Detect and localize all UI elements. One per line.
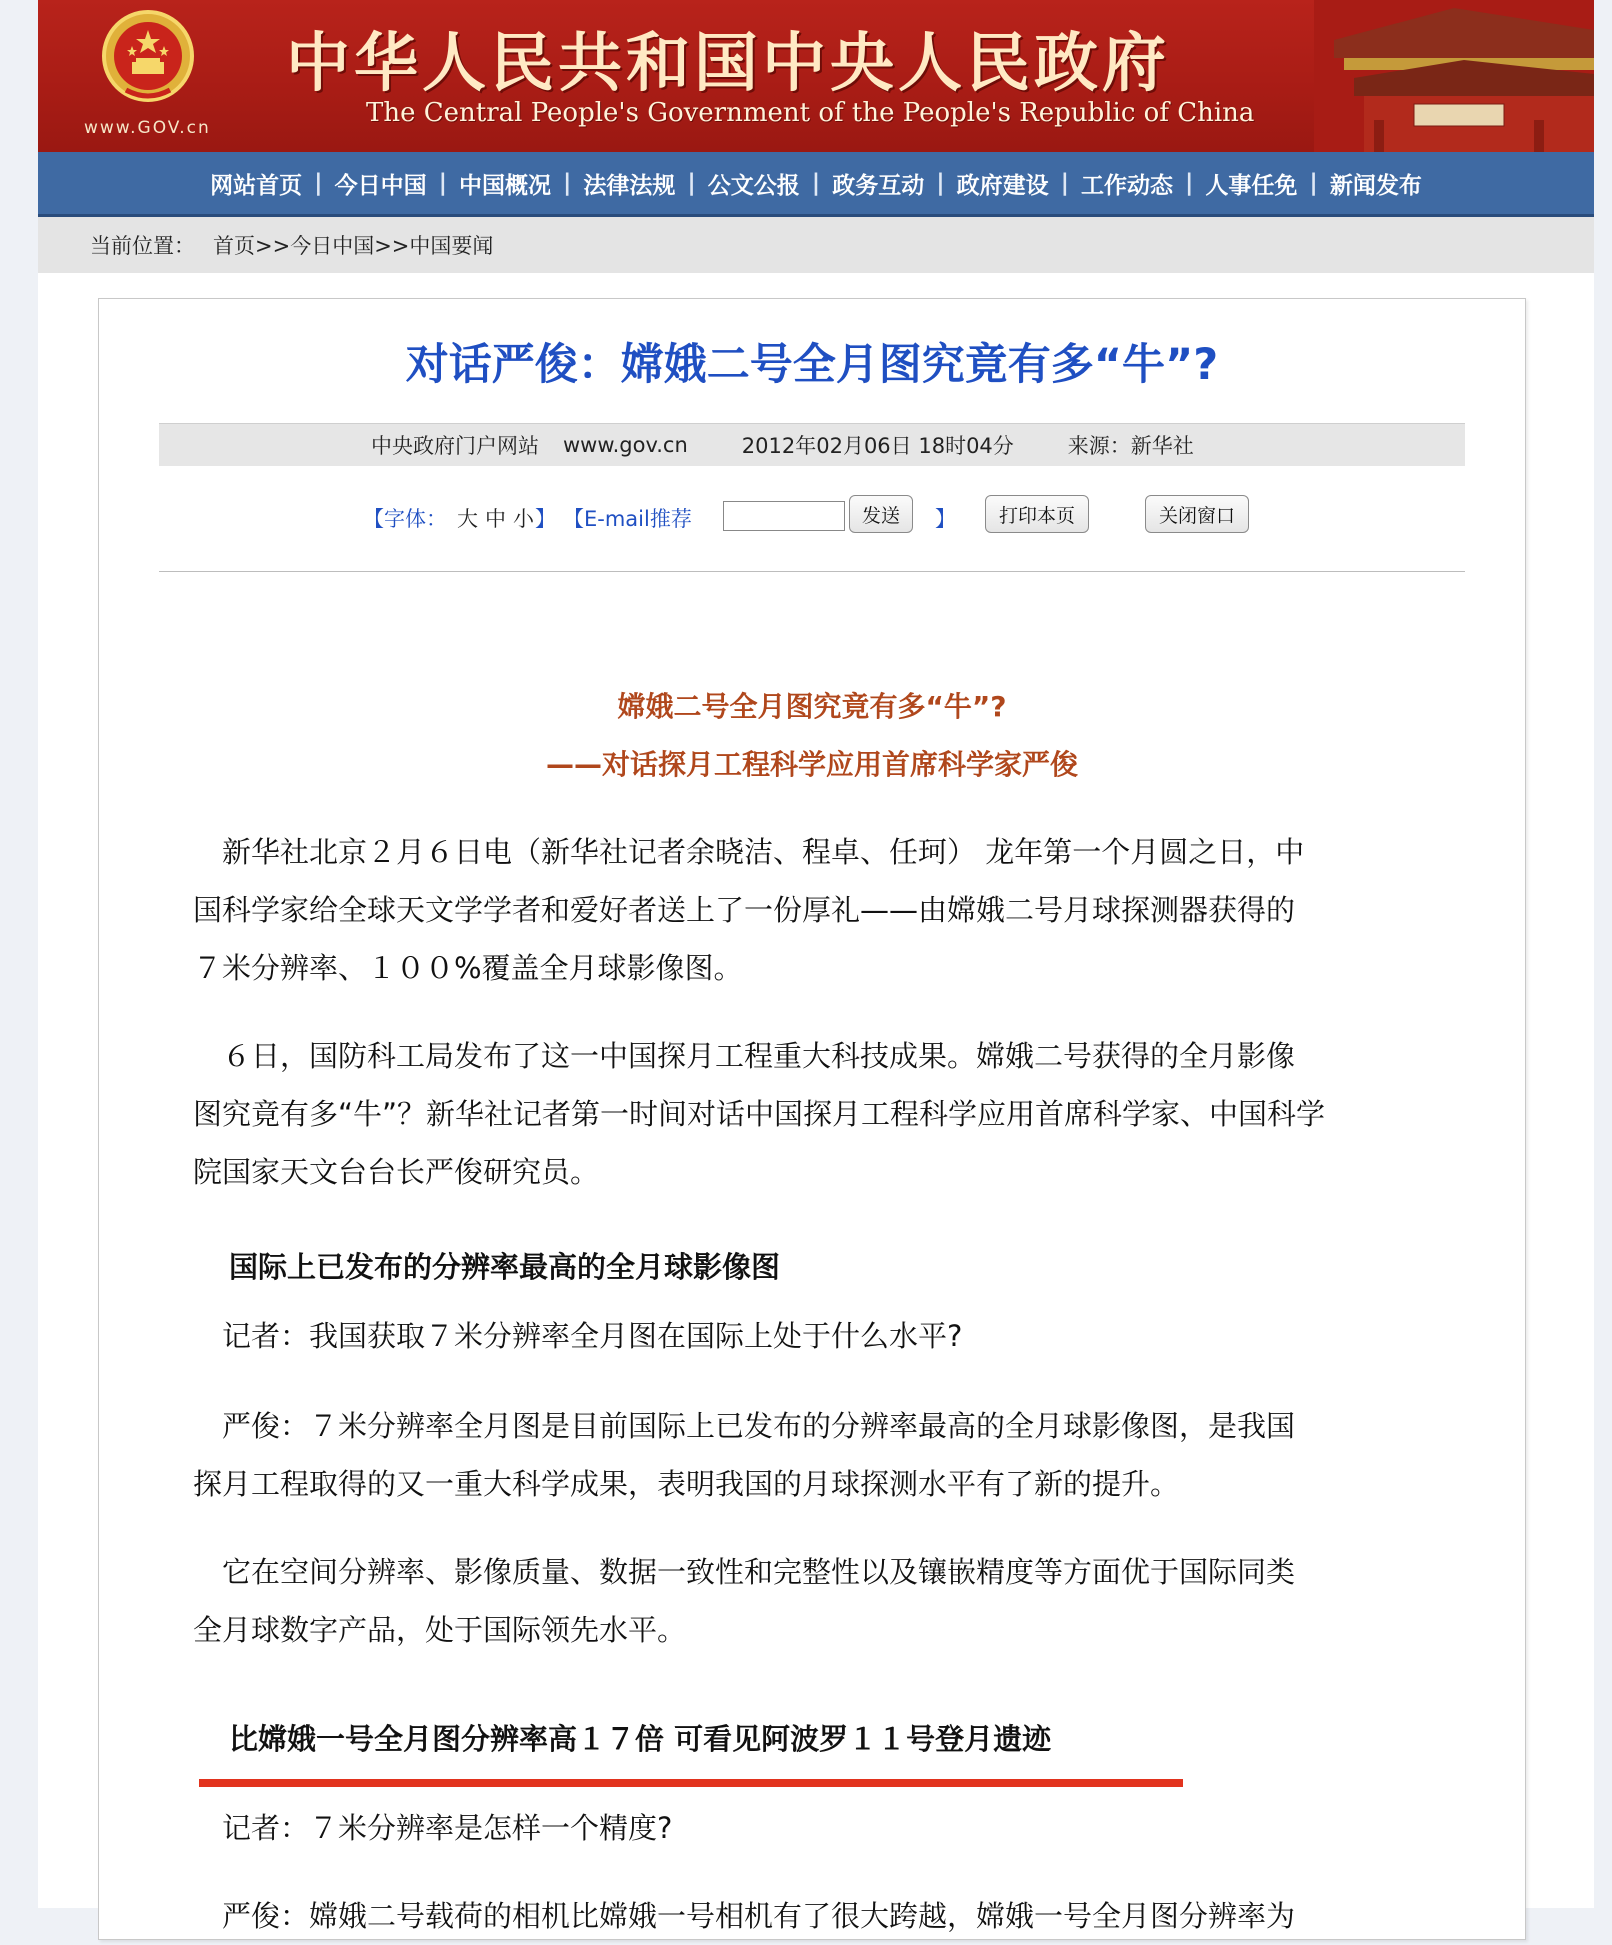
article-paragraph (193, 1887, 1433, 1945)
section-heading: 国际上已发布的分辨率最高的全月球影像图 (229, 1250, 781, 1284)
site-url: www.GOV.cn (84, 118, 211, 138)
paragraph-line: 严俊：嫦娥二号载荷的相机比嫦娥一号相机有了很大跨越，嫦娥一号全月图分辨率为 (193, 1899, 1296, 1933)
toolbar-divider (159, 571, 1465, 572)
nav-item-interaction[interactable]: 政务互动 (832, 172, 925, 199)
nav-separator: | (1185, 170, 1194, 196)
nav-separator: | (687, 170, 696, 196)
national-emblem-icon (96, 6, 200, 110)
nav-item-press[interactable]: 新闻发布 (1329, 172, 1422, 199)
article-box (98, 298, 1526, 1940)
paragraph-line: 全月球数字产品，处于国际领先水平。 (193, 1613, 687, 1647)
breadcrumb-china-news[interactable]: 中国要闻 (409, 234, 494, 258)
article-paragraph (193, 1307, 1433, 1365)
nav-item-work-news[interactable]: 工作动态 (1081, 172, 1174, 199)
font-medium-link[interactable]: 中 (485, 507, 506, 531)
font-size-label: 【字体： (363, 507, 447, 531)
paragraph-line: 院国家天文台台长严俊研究员。 (193, 1155, 600, 1189)
paragraph-line: 探月工程取得的又一重大科学成果，表明我国的月球探测水平有了新的提升。 (193, 1467, 1180, 1501)
nav-item-china-overview[interactable]: 中国概况 (458, 172, 551, 199)
meta-source: 来源：新华社 (1067, 434, 1194, 458)
tiananmen-gate-image (1314, 0, 1594, 152)
site-banner (38, 0, 1594, 152)
breadcrumb (38, 217, 1594, 273)
email-recommend-label: 【E-mail推荐 (563, 507, 692, 531)
nav-separator: | (314, 170, 323, 196)
paragraph-line: 新华社北京２月６日电（新华社记者余晓洁、程卓、任珂） 龙年第一个月圆之日，中 (193, 835, 1305, 869)
breadcrumb-home[interactable]: 首页>> (213, 234, 291, 258)
site-title-cn: 中华人民共和国中央人民政府 (286, 26, 1170, 101)
site-title-en: The Central People's Government of the People's Republic of China (366, 98, 1255, 128)
paragraph-line: 记者：７米分辨率是怎样一个精度? (193, 1811, 673, 1845)
meta-url[interactable]: www.gov.cn (563, 433, 688, 457)
article-paragraph (193, 1397, 1433, 1513)
article-meta-bar (159, 423, 1465, 466)
nav-item-bulletins[interactable]: 公文公报 (707, 172, 800, 199)
email-close: 】 (935, 507, 956, 531)
print-button[interactable]: 打印本页 (985, 495, 1089, 533)
highlight-underline (199, 1779, 1183, 1787)
main-nav (38, 152, 1594, 217)
nav-separator: | (1060, 170, 1070, 196)
page-frame (38, 0, 1594, 1933)
article-paragraph (193, 1799, 1433, 1857)
send-button[interactable]: 发送 (849, 495, 913, 533)
nav-item-appointments[interactable]: 人事任免 (1205, 172, 1298, 199)
nav-separator: | (1309, 170, 1318, 196)
email-input[interactable] (723, 501, 845, 531)
font-small-link[interactable]: 小 (513, 507, 534, 531)
breadcrumb-label: 当前位置： (90, 234, 195, 258)
paragraph-line: 国科学家给全球天文学学者和爱好者送上了一份厚礼——由嫦娥二号月球探测器获得的 (193, 893, 1296, 927)
font-size-close: 】 (535, 507, 556, 531)
nav-separator: | (936, 170, 945, 196)
nav-item-gov-building[interactable]: 政府建设 (956, 172, 1049, 199)
article-subtitle-2: ——对话探月工程科学应用首席科学家严俊 (545, 748, 1078, 781)
breadcrumb-today-china[interactable]: 今日中国>> (290, 234, 410, 258)
section-heading: 比嫦娥一号全月图分辨率高１７倍 可看见阿波罗１１号登月遗迹 (229, 1722, 1052, 1756)
paragraph-line: ７米分辨率、１００%覆盖全月球影像图。 (193, 951, 743, 985)
article-subtitle-1: 嫦娥二号全月图究竟有多“牛”? (617, 690, 1007, 723)
paragraph-line: 它在空间分辨率、影像质量、数据一致性和完整性以及镶嵌精度等方面优于国际同类 (193, 1555, 1296, 1589)
nav-item-today-china[interactable]: 今日中国 (334, 172, 427, 199)
nav-separator: | (562, 170, 572, 196)
paragraph-line: 图究竟有多“牛”？新华社记者第一时间对话中国探月工程科学应用首席科学家、中国科学 (193, 1097, 1326, 1131)
article-toolbar (99, 491, 1525, 547)
article-title: 对话严俊：嫦娥二号全月图究竟有多“牛”? (405, 340, 1219, 390)
paragraph-line: 记者：我国获取７米分辨率全月图在国际上处于什么水平? (193, 1319, 963, 1353)
paragraph-line: ６日，国防科工局发布了这一中国探月工程重大科技成果。嫦娥二号获得的全月影像 (193, 1039, 1296, 1073)
font-large-link[interactable]: 大 (457, 507, 478, 531)
nav-separator: | (811, 170, 821, 196)
close-window-button[interactable]: 关闭窗口 (1145, 495, 1249, 533)
article-paragraph (193, 823, 1433, 997)
nav-item-home[interactable]: 网站首页 (210, 172, 303, 199)
paragraph-line: 严俊：７米分辨率全月图是目前国际上已发布的分辨率最高的全月球影像图，是我国 (193, 1409, 1296, 1443)
nav-item-laws[interactable]: 法律法规 (583, 172, 676, 199)
article-paragraph (193, 1543, 1433, 1659)
article-paragraph (193, 1027, 1433, 1201)
nav-separator: | (438, 170, 447, 196)
meta-site: 中央政府门户网站 (371, 434, 539, 458)
meta-datetime: 2012年02月06日 18时04分 (741, 434, 1014, 458)
